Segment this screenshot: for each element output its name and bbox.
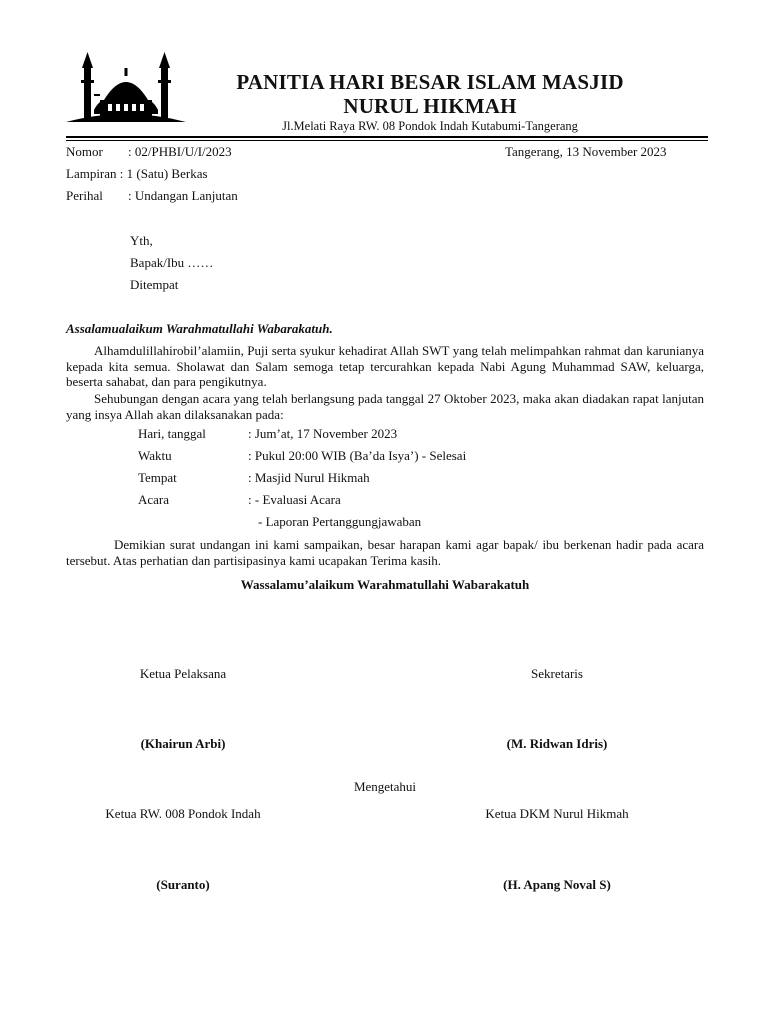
detail-value: : Pukul 20:00 WIB (Ba’da Isya’) - Selesai bbox=[248, 448, 467, 463]
nomor-value: : 02/PHBI/U/I/2023 bbox=[128, 144, 232, 159]
detail-row-time bbox=[138, 448, 698, 470]
title-line-1: PANITIA HARI BESAR ISLAM MASJID bbox=[236, 70, 624, 94]
ketua-name: (Khairun Arbi) bbox=[140, 736, 226, 751]
ketua-title: Ketua Pelaksana bbox=[139, 666, 227, 681]
detail-row-place bbox=[138, 470, 698, 492]
lampiran-row bbox=[66, 166, 208, 182]
recipient-name: Bapak/Ibu …… bbox=[130, 255, 214, 270]
rw-title: Ketua RW. 008 Pondok Indah bbox=[105, 806, 261, 821]
detail-row-date bbox=[138, 426, 698, 448]
letter-date: Tangerang, 13 November 2023 bbox=[505, 144, 667, 159]
detail-label: Acara bbox=[138, 492, 170, 507]
detail-value: : Jum’at, 17 November 2023 bbox=[248, 426, 398, 441]
sekretaris-name: (M. Ridwan Idris) bbox=[506, 736, 608, 751]
perihal-row bbox=[66, 188, 238, 204]
header-rule-thin bbox=[66, 140, 708, 141]
nomor-label: Nomor bbox=[66, 144, 103, 159]
detail-value: : - Evaluasi Acara bbox=[248, 492, 341, 507]
detail-label: Hari, tanggal bbox=[138, 426, 206, 441]
closing-salutation: Wassalamu’alaikum Warahmatullahi Wabarakatuh bbox=[240, 577, 530, 592]
address: Jl.Melati Raya RW. 08 Pondok Indah Kutabumi-Tangerang bbox=[282, 119, 578, 133]
perihal-label: Perihal bbox=[66, 188, 103, 203]
nomor-row bbox=[66, 144, 232, 160]
title-line-2: NURUL HIKMAH bbox=[343, 94, 517, 118]
recipient-yth: Yth, bbox=[130, 233, 153, 248]
mosque-icon bbox=[66, 50, 186, 122]
paragraph-3: Demikian surat undangan ini kami sampaikan, besar harapan kami agar bapak/ ibu berkenan hadir pada acara tersebut. Atas perhatian dan partisipasinya kami ucapakan Terima kasih. bbox=[66, 537, 704, 568]
header-rule-thick bbox=[66, 136, 708, 138]
paragraph-1: Alhamdulillahirobil’alamiin, Puji serta syukur kehadirat Allah SWT yang telah melimpahkan rahmat dan karunianya kepada kita semua. Sholawat dan Salam semoga tetap tercurahkan kepada Nabi Agung Muhammad SAW, keluarga, beserta sahabat, dan para pengikutnya. bbox=[66, 343, 704, 389]
organization-title bbox=[200, 70, 660, 118]
detail-row-agenda bbox=[138, 492, 698, 514]
detail-label: Waktu bbox=[138, 448, 172, 463]
lampiran-label: Lampiran bbox=[66, 166, 117, 181]
mengetahui-label: Mengetahui bbox=[353, 779, 417, 794]
detail-label: Tempat bbox=[138, 470, 177, 485]
perihal-value: : Undangan Lanjutan bbox=[128, 188, 238, 203]
lampiran-value: : 1 (Satu) Berkas bbox=[119, 166, 208, 181]
dkm-name: (H. Apang Noval S) bbox=[503, 877, 611, 892]
dkm-title: Ketua DKM Nurul Hikmah bbox=[485, 806, 629, 821]
recipient-place: Ditempat bbox=[130, 277, 179, 292]
greeting: Assalamualaikum Warahmatullahi Wabarakatuh. bbox=[66, 321, 333, 336]
sekretaris-title: Sekretaris bbox=[531, 666, 583, 681]
detail-value: : Masjid Nurul Hikmah bbox=[248, 470, 370, 485]
paragraph-2: Sehubungan dengan acara yang telah berlangsung pada tanggal 27 Oktober 2023, maka akan diadakan rapat lanjutan yang insya Allah akan dilaksanakan pada: bbox=[66, 391, 704, 422]
detail-agenda-extra: - Laporan Pertanggungjawaban bbox=[258, 514, 422, 529]
event-details bbox=[138, 426, 698, 536]
rw-name: (Suranto) bbox=[156, 877, 210, 892]
